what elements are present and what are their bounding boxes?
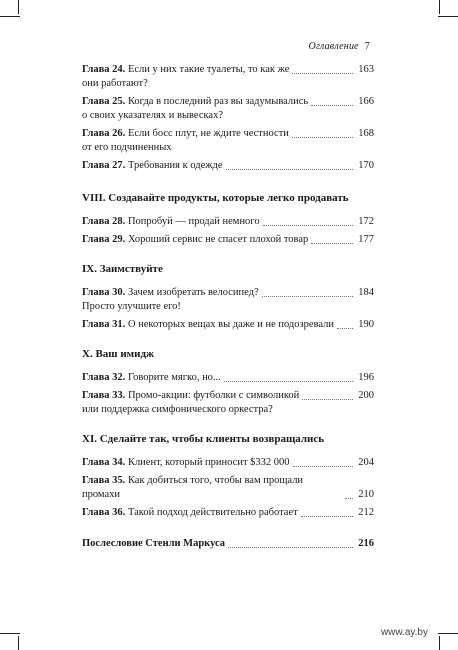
leader-dots: [292, 72, 353, 74]
toc-entry[interactable]: [82, 456, 374, 470]
chapter-title: Говорите мягко, но...: [127, 372, 221, 383]
chapter-label: Глава 36.: [82, 507, 126, 518]
chapter-label: Глава 32.: [82, 372, 126, 383]
crop-mark: [439, 0, 440, 14]
chapter-title: Если босс плут, не ждите честности: [127, 128, 289, 139]
watermark: www.ay.by: [380, 627, 428, 638]
page-number: 200: [358, 390, 374, 401]
page-number: 204: [358, 457, 374, 468]
leader-dots: [302, 398, 353, 400]
page-number: 212: [358, 507, 374, 518]
leader-dots: [228, 546, 353, 548]
chapter-title: Попробуй — продай немного: [127, 216, 260, 227]
crop-mark: [438, 16, 458, 17]
crop-mark: [0, 633, 20, 634]
toc-section: [82, 262, 374, 332]
chapter-title-continuation: они работают?: [82, 78, 148, 89]
chapter-label: Глава 27.: [82, 160, 126, 171]
toc-section: [82, 432, 374, 520]
chapter-title: Промо-акции: футболки с символикой: [127, 390, 300, 401]
chapter-title-continuation: или поддержка симфонического оркестра?: [82, 404, 273, 415]
toc-section: [82, 63, 374, 173]
leader-dots: [292, 136, 353, 138]
chapter-label: Глава 28.: [82, 216, 126, 227]
section-title: IX. Заимствуйте: [82, 263, 163, 275]
toc-entry-afterword[interactable]: [82, 537, 374, 551]
page-number: 172: [358, 216, 374, 227]
leader-dots: [224, 380, 353, 382]
chapter-title: Требования к одежде: [127, 160, 223, 171]
page-number: 168: [358, 128, 374, 139]
chapter-title: Когда в последний раз вы задумывались: [127, 96, 309, 107]
crop-mark: [18, 0, 19, 14]
chapter-label: Глава 29.: [82, 234, 126, 245]
crop-mark: [439, 636, 440, 650]
chapter-label: Глава 31.: [82, 319, 126, 330]
chapter-title: Клиент, который приносит $332 000: [127, 457, 290, 468]
page-number: 184: [358, 287, 374, 298]
chapter-title: Хороший сервис не спасет плохой товар: [127, 234, 309, 245]
chapter-label: Глава 33.: [82, 390, 126, 401]
header-page-number: 7: [364, 41, 370, 52]
chapter-label: Глава 30.: [82, 287, 126, 298]
page-number: 170: [358, 160, 374, 171]
leader-dots: [301, 515, 353, 517]
chapter-label: Глава 34.: [82, 457, 126, 468]
toc-entry[interactable]: [82, 159, 374, 173]
toc-section: [82, 191, 374, 247]
chapter-title: Как добиться того, чтобы вам прощали промахи: [82, 475, 304, 500]
toc-entry[interactable]: [82, 286, 374, 314]
page-number: 177: [358, 234, 374, 245]
toc-entry[interactable]: [82, 389, 374, 417]
toc-section: [82, 347, 374, 417]
page-number: 216: [358, 538, 374, 549]
chapter-title-continuation: о своих указателях и вывесках?: [82, 110, 223, 121]
table-of-contents: [82, 63, 374, 551]
leader-dots: [311, 242, 353, 244]
toc-entry[interactable]: [82, 506, 374, 520]
page-number: 166: [358, 96, 374, 107]
page-number: 196: [358, 372, 374, 383]
toc-entry[interactable]: [82, 95, 374, 123]
header-section: Оглавление: [308, 41, 359, 52]
leader-dots: [226, 168, 353, 170]
section-title: X. Ваш имидж: [82, 348, 155, 360]
leader-dots: [262, 295, 353, 297]
toc-entry[interactable]: [82, 318, 374, 332]
afterword-title: Послесловие Стенли Маркуса: [82, 538, 226, 549]
toc-entry[interactable]: [82, 215, 374, 229]
chapter-title: Если у них такие туалеты, то как же: [127, 64, 290, 75]
chapter-label: Глава 24.: [82, 64, 126, 75]
chapter-title: Зачем изобретать велосипед?: [127, 287, 259, 298]
page-number: 163: [358, 64, 374, 75]
leader-dots: [293, 465, 353, 467]
toc-entry[interactable]: [82, 371, 374, 385]
toc-entry[interactable]: [82, 127, 374, 155]
running-header: [309, 41, 370, 52]
leader-dots: [263, 224, 353, 226]
toc-entry[interactable]: [82, 63, 374, 91]
leader-dots: [345, 497, 353, 499]
chapter-title-continuation: Просто улучшите его!: [82, 301, 181, 312]
leader-dots: [311, 104, 353, 106]
crop-mark: [438, 633, 458, 634]
toc-entry[interactable]: [82, 233, 374, 247]
chapter-label: Глава 26.: [82, 128, 126, 139]
chapter-label: Глава 35.: [82, 475, 126, 486]
page-number: 190: [358, 319, 374, 330]
crop-mark: [0, 16, 20, 17]
chapter-title: О некоторых вещах вы даже и не подозревали: [127, 319, 334, 330]
crop-mark: [18, 636, 19, 650]
chapter-label: Глава 25.: [82, 96, 126, 107]
section-title: XI. Сделайте так, чтобы клиенты возвращались: [82, 433, 325, 445]
chapter-title: Такой подход действительно работает: [127, 507, 298, 518]
leader-dots: [337, 327, 353, 329]
chapter-title-continuation: от его подчиненных: [82, 142, 172, 153]
page-number: 210: [358, 489, 374, 500]
toc-entry[interactable]: [82, 474, 374, 502]
section-title: VIII. Создавайте продукты, которые легко продавать: [82, 192, 349, 204]
